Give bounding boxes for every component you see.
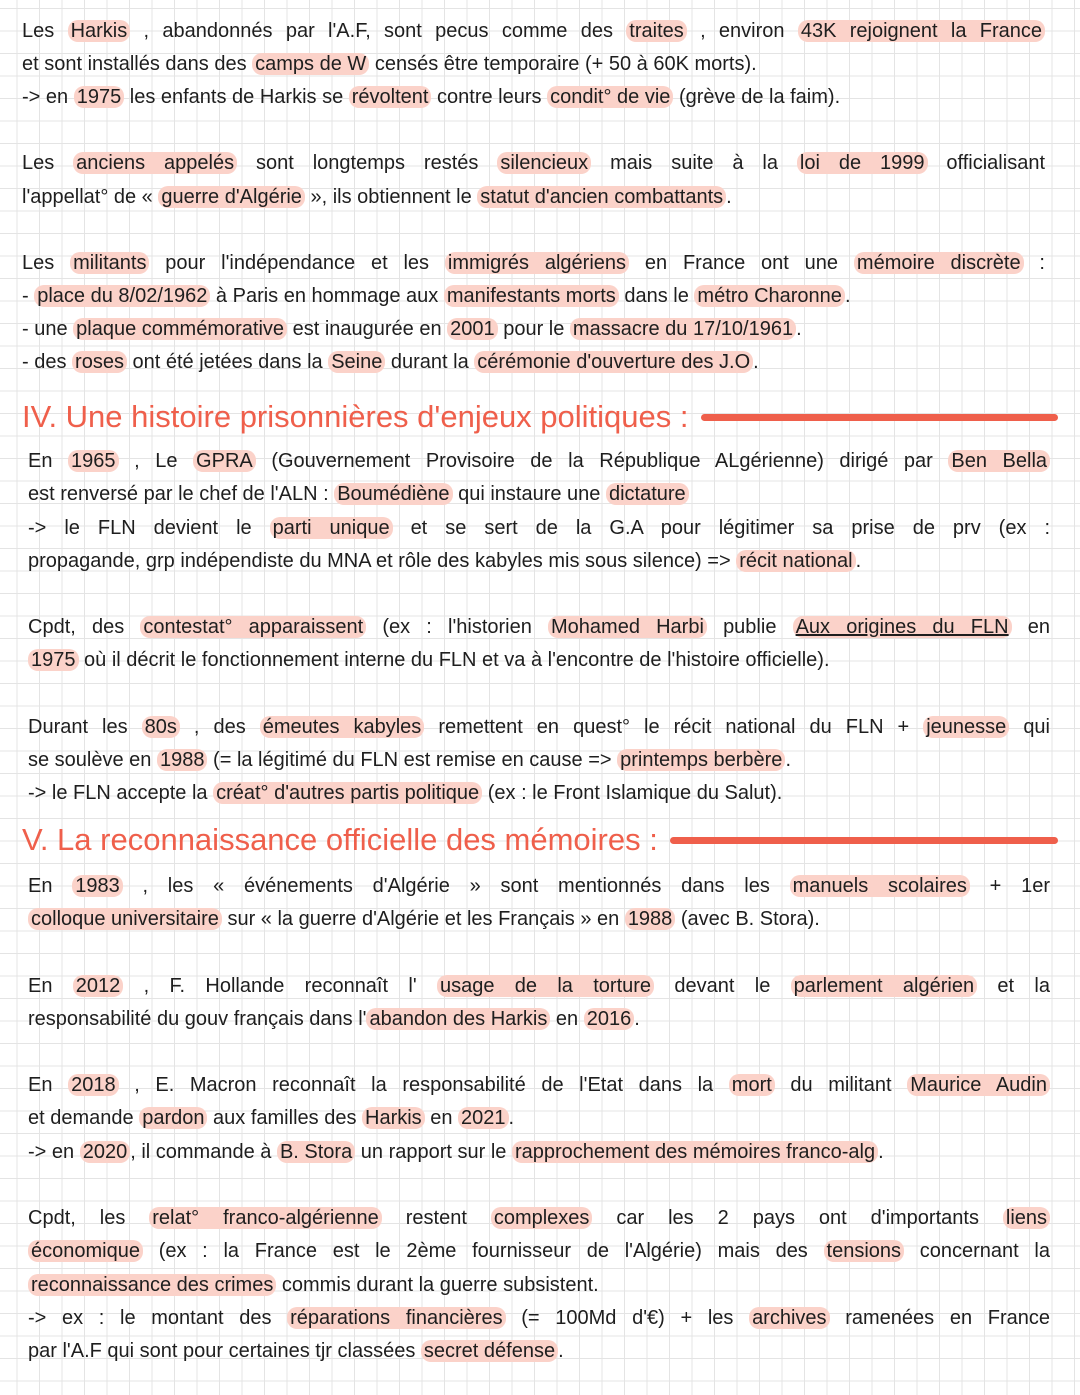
note-text: en xyxy=(1027,616,1050,638)
note-text: responsabilité du gouv français dans l' xyxy=(28,1008,367,1030)
note-line xyxy=(28,971,1050,1001)
highlighted-term: immigrés algériens xyxy=(445,252,629,274)
note-text: (ex : la France est le 2ème fournisseur de l'Algérie) mais des xyxy=(158,1240,824,1262)
note-text: . xyxy=(753,351,759,373)
note-text: -> en xyxy=(28,1141,80,1163)
note-text: du militant xyxy=(790,1074,908,1096)
highlighted-term: Harkis xyxy=(68,20,131,42)
note-text: publie xyxy=(723,616,793,638)
highlighted-term: 1983 xyxy=(72,875,123,897)
note-text: propagande, grp indépendiste du MNA et rôle des kabyles mis sous silence) => xyxy=(28,550,737,572)
note-text: », ils obtiennent le xyxy=(304,186,478,208)
highlighted-term: 2016 xyxy=(584,1008,635,1030)
highlighted-term: 43K rejoignent la France xyxy=(798,20,1045,42)
note-line xyxy=(28,1070,1050,1100)
note-line xyxy=(28,546,1050,576)
note-text: sur « la guerre d'Algérie et les Français » en xyxy=(221,908,625,930)
note-text: - xyxy=(22,285,35,307)
note-text: officialisant xyxy=(946,152,1045,174)
note-text: (ex : l'historien xyxy=(382,616,549,638)
note-text: l'appellat° de « xyxy=(22,186,159,208)
note-text: , F. Hollande reconnaît l' xyxy=(143,975,417,997)
note-text: . xyxy=(558,1340,564,1362)
note-line xyxy=(28,1103,1050,1133)
note-text: En xyxy=(28,1074,69,1096)
heading-rule xyxy=(701,414,1059,421)
highlighted-term: place du 8/02/1962 xyxy=(34,285,210,307)
note-text: et demande xyxy=(28,1107,140,1129)
highlighted-term: émeutes kabyles xyxy=(260,716,425,738)
highlighted-term: rapprochement des mémoires franco-alg xyxy=(512,1141,878,1163)
highlighted-term: B. Stora xyxy=(277,1141,355,1163)
note-text: (= la légitimé du FLN est remise en cause => xyxy=(207,749,618,771)
heading-text: V. La reconnaissance officielle des mémoires : xyxy=(22,822,658,857)
note-text: et sont installés dans des xyxy=(22,53,253,75)
note-line xyxy=(22,82,1045,112)
note-text: sont longtemps restés xyxy=(256,152,498,174)
highlighted-term: récit national xyxy=(736,550,855,572)
note-text: par l'A.F qui sont pour certaines tjr classées xyxy=(28,1340,421,1362)
note-line xyxy=(28,745,1050,775)
note-text: un rapport sur le xyxy=(355,1141,512,1163)
highlighted-term: 2020 xyxy=(80,1141,131,1163)
note-text: en xyxy=(550,1008,584,1030)
note-text: en xyxy=(424,1107,459,1129)
highlighted-term: anciens appelés xyxy=(73,152,237,174)
highlighted-term: liens xyxy=(1003,1207,1050,1229)
highlighted-term: roses xyxy=(72,351,127,373)
note-line xyxy=(28,1203,1050,1233)
highlighted-term: pardon xyxy=(139,1107,207,1129)
note-text: est renversé par le chef de l'ALN : xyxy=(28,483,335,505)
highlighted-term: 2018 xyxy=(68,1074,119,1096)
highlighted-term: révoltent xyxy=(349,86,432,108)
highlighted-term: réparations financières xyxy=(287,1307,505,1329)
note-text: les enfants de Harkis se xyxy=(124,86,349,108)
note-text: , abandonnés par l'A.F, sont pecus comme des xyxy=(143,20,627,42)
heading-section-v xyxy=(22,820,1058,860)
note-line xyxy=(22,148,1045,178)
heading-text: IV. Une histoire prisonnières d'enjeux politiques : xyxy=(22,399,689,434)
highlighted-term: camps de W xyxy=(252,53,369,75)
highlighted-term: Harkis xyxy=(362,1107,425,1129)
highlighted-term: 2001 xyxy=(447,318,498,340)
highlighted-term: manuels scolaires xyxy=(790,875,970,897)
note-text: , les « événements d'Algérie » sont mentionnés dans les xyxy=(142,875,790,897)
note-text: -> ex : le montant des xyxy=(28,1307,288,1329)
note-text: en France ont une xyxy=(644,252,854,274)
note-line xyxy=(22,248,1045,278)
highlighted-term: militants xyxy=(70,252,149,274)
highlighted-term: printemps berbère xyxy=(617,749,785,771)
highlighted-term: 80s xyxy=(142,716,180,738)
note-text: En xyxy=(28,450,69,472)
note-text: pour le xyxy=(497,318,570,340)
highlighted-term: Ben Bella xyxy=(948,450,1050,472)
highlighted-term: jeunesse xyxy=(923,716,1009,738)
note-line xyxy=(22,281,1045,311)
note-text: (Gouvernement Provisoire de la République ALgérienne) dirigé par xyxy=(271,450,949,472)
note-text: . xyxy=(878,1141,884,1163)
note-text: - des xyxy=(22,351,73,373)
highlighted-term: 1975 xyxy=(28,649,79,671)
note-line xyxy=(28,1303,1050,1333)
note-line xyxy=(22,314,1045,344)
note-line xyxy=(28,645,1050,675)
note-text: (ex : le Front Islamique du Salut). xyxy=(482,782,783,804)
note-text: mais suite à la xyxy=(610,152,797,174)
note-line xyxy=(22,49,1045,79)
note-text: car les 2 pays ont d'importants xyxy=(616,1207,1003,1229)
highlighted-term: parti unique xyxy=(270,517,393,539)
highlighted-term: mémoire discrète xyxy=(854,252,1024,274)
note-text: , E. Macron reconnaît la responsabilité de l'Etat dans la xyxy=(134,1074,729,1096)
note-text: . xyxy=(508,1107,515,1129)
note-text: -> le FLN accepte la xyxy=(28,782,214,804)
highlighted-term: relat° franco-algérienne xyxy=(149,1207,382,1229)
note-text: où il décrit le fonctionnement interne du FLN et va à l'encontre de l'histoire officielle). xyxy=(78,649,830,671)
note-text: . xyxy=(796,318,802,340)
note-text: . xyxy=(726,186,732,208)
highlighted-term: 1988 xyxy=(625,908,676,930)
note-text: , il commande à xyxy=(130,1141,277,1163)
note-text: remettent en quest° le récit national du FLN + xyxy=(438,716,924,738)
note-text: Les xyxy=(22,20,68,42)
note-text: , environ xyxy=(700,20,798,42)
highlighted-term: plaque commémorative xyxy=(73,318,287,340)
note-line xyxy=(28,513,1050,543)
note-text: Les xyxy=(22,252,71,274)
note-text: pour l'indépendance et les xyxy=(165,252,445,274)
highlighted-term: 1988 xyxy=(157,749,208,771)
highlighted-term: secret défense xyxy=(421,1340,558,1362)
highlighted-term: condit° de vie xyxy=(547,86,673,108)
note-line xyxy=(28,612,1050,642)
highlighted-term: créat° d'autres partis politique xyxy=(213,782,482,804)
highlighted-term: 2012 xyxy=(73,975,124,997)
highlighted-term: colloque universitaire xyxy=(28,908,222,930)
note-line xyxy=(28,1270,1050,1300)
note-line xyxy=(28,871,1050,901)
heading-rule xyxy=(670,837,1058,844)
note-line xyxy=(28,904,1050,934)
note-line xyxy=(28,1004,1050,1034)
note-text: qui xyxy=(1023,716,1050,738)
highlighted-term: statut d'ancien combattants xyxy=(477,186,726,208)
note-text: et se sert de la G.A pour légitimer sa prise de prv (ex : xyxy=(410,517,1050,539)
highlighted-term: Boumédiène xyxy=(334,483,452,505)
highlighted-term: économique xyxy=(28,1240,143,1262)
note-line xyxy=(22,16,1045,46)
note-text: . xyxy=(844,285,851,307)
note-text: - une xyxy=(22,318,74,340)
note-text: censés être temporaire (+ 50 à 60K morts). xyxy=(369,53,757,75)
note-text: : xyxy=(1039,252,1045,274)
note-text: . xyxy=(785,749,791,771)
note-line xyxy=(22,182,1045,212)
highlighted-term: dictature xyxy=(606,483,689,505)
note-text: . xyxy=(855,550,862,572)
note-text: est inaugurée en xyxy=(287,318,448,340)
note-text: En xyxy=(28,875,73,897)
highlighted-term: Maurice Audin xyxy=(907,1074,1050,1096)
highlighted-term: massacre du 17/10/1961 xyxy=(570,318,796,340)
note-text: Durant les xyxy=(28,716,142,738)
highlighted-term: Seine xyxy=(328,351,385,373)
note-text: Les xyxy=(22,152,74,174)
highlighted-term: tensions xyxy=(824,1240,905,1262)
note-text: , des xyxy=(193,716,260,738)
highlighted-term: traites xyxy=(626,20,686,42)
note-line xyxy=(28,1137,1050,1167)
highlighted-term: mort xyxy=(729,1074,775,1096)
note-text: Cpdt, les xyxy=(28,1207,150,1229)
note-text: concernant la xyxy=(919,1240,1050,1262)
note-text: aux familles des xyxy=(207,1107,362,1129)
note-text: ont été jetées dans la xyxy=(126,351,329,373)
highlighted-term: parlement algérien xyxy=(791,975,977,997)
note-text: durant la xyxy=(385,351,475,373)
note-text: (= 100Md d'€) + les xyxy=(521,1307,750,1329)
highlighted-term: cérémonie d'ouverture des J.O xyxy=(474,351,753,373)
highlighted-term: manifestants morts xyxy=(444,285,619,307)
highlighted-term: complexes xyxy=(491,1207,593,1229)
note-line xyxy=(28,712,1050,742)
note-text: (avec B. Stora). xyxy=(675,908,820,930)
note-text: dans le xyxy=(618,285,695,307)
highlighted-term: 2021 xyxy=(458,1107,509,1129)
note-line xyxy=(28,446,1050,476)
note-text: devant le xyxy=(674,975,791,997)
note-text: Cpdt, des xyxy=(28,616,141,638)
highlighted-term: contestat° apparaissent xyxy=(140,616,366,638)
note-text: . xyxy=(634,1008,640,1030)
note-text: ramenées en France xyxy=(845,1307,1050,1329)
note-line xyxy=(28,1236,1050,1266)
highlighted-term: métro Charonne xyxy=(694,285,845,307)
note-text: se soulève en xyxy=(28,749,157,771)
highlighted-term: loi de 1999 xyxy=(797,152,928,174)
highlighted-term: abandon des Harkis xyxy=(366,1008,550,1030)
note-line xyxy=(28,479,1050,509)
note-line xyxy=(22,347,1045,377)
note-text: (grève de la faim). xyxy=(673,86,841,108)
note-text: commis durant la guerre subsistent. xyxy=(276,1274,599,1296)
note-text: contre leurs xyxy=(431,86,548,108)
note-text: et la xyxy=(997,975,1050,997)
note-text: restent xyxy=(405,1207,491,1229)
highlighted-term: GPRA xyxy=(193,450,256,472)
note-text: , Le xyxy=(134,450,194,472)
note-text: En xyxy=(28,975,73,997)
highlighted-term: Mohamed Harbi xyxy=(548,616,707,638)
note-line xyxy=(28,1336,1050,1366)
note-text: qui instaure une xyxy=(452,483,606,505)
heading-section-iv xyxy=(22,397,1058,437)
note-line xyxy=(28,778,1050,808)
highlighted-term: archives xyxy=(749,1307,829,1329)
highlighted-term: reconnaissance des crimes xyxy=(28,1274,276,1296)
note-text: -> le FLN devient le xyxy=(28,517,270,539)
highlighted-term: Aux origines du FLN xyxy=(793,616,1012,638)
highlighted-term: 1965 xyxy=(68,450,119,472)
highlighted-term: usage de la torture xyxy=(437,975,654,997)
highlighted-term: guerre d'Algérie xyxy=(158,186,305,208)
note-text: à Paris en hommage aux xyxy=(210,285,444,307)
highlighted-term: silencieux xyxy=(497,152,591,174)
highlighted-term: 1975 xyxy=(74,86,125,108)
note-text: -> en xyxy=(22,86,74,108)
note-text: + 1er xyxy=(989,875,1050,897)
